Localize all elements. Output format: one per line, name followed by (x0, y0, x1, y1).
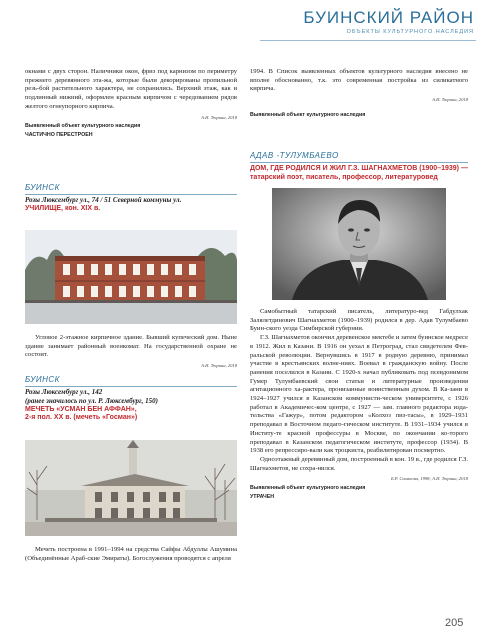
mosque-address-former: (ранее значилось по ул. Р. Люксембург, 150) (25, 396, 158, 405)
school-heading (25, 184, 237, 214)
house-place: АДАВ -ТУЛУМБАЕВО (250, 151, 339, 160)
house-paragraph-1: Самобытный татарский писатель, литературо-вед Габдулхак Залялетдинович Шагнахметов (1900–1939) родился в дер. Адав Тулумбаево Буин-ского уезда Симбирской губернии. (250, 308, 468, 333)
house-place-rule (250, 162, 468, 163)
left-intro-status-label: Выявленный объект культурного наследия (25, 123, 141, 130)
house-status-label: Выявленный объект культурного наследия (250, 485, 366, 492)
house-heading (250, 152, 468, 182)
mosque-place-rule (25, 386, 237, 387)
portrait-photo (272, 188, 446, 300)
header-rule (260, 40, 476, 41)
left-intro-status-value: ЧАСТИЧНО ПЕРЕСТРОЕН (25, 131, 93, 138)
mosque-address: Розы Люксембург ул., 142 (25, 388, 103, 397)
left-intro-author: А.И. Тюрина, 2018 (201, 114, 237, 120)
mosque-object-date: 2-я пол. XX в. (мечеть «Госман») (25, 414, 138, 422)
house-object-title: ДОМ, ГДЕ РОДИЛСЯ И ЖИЛ Г.З. ШАГНАХМЕТОВ (1900–1939) — татарский поэт, писатель, профессор, литературовед (250, 165, 468, 182)
right-intro-text: 1994. В Список выявленных объектов культурного наследия внесено не вполне обоснованно, т.к. это современная постройка из силикатного кирпича. (250, 68, 468, 93)
left-intro-text: окнами с двух сторон. Наличники окон, фриз под карнизом по периметру прежнего деревянного эта-жа, которые были декорированы пропильной резь-бой растительного характера, не сохранились. Верхний этаж, как и подлинный нижний, оформлен красным кирпичом с чередованием рядов желтого огнеупорного кирпича. (25, 68, 237, 110)
mosque-text-block (25, 546, 237, 563)
header-subtitle: ОБЪЕКТЫ КУЛЬТУРНОГО НАСЛЕДИЯ (346, 29, 474, 35)
mosque-place: БУИНСК (25, 375, 60, 384)
school-author: А.И. Тюрина, 2018 (201, 363, 237, 369)
house-author: Б.Р. Сахапова, 1998; А.И. Тюрина, 2018 (390, 476, 468, 482)
running-header (260, 8, 474, 35)
house-text-block (250, 308, 468, 501)
house-status-value: УТРАЧЕН (250, 493, 275, 500)
school-place: БУИНСК (25, 183, 60, 192)
left-intro-block (25, 68, 237, 140)
right-intro-status-label: Выявленный объект культурного наследия (250, 111, 366, 118)
page-number: 205 (445, 617, 464, 629)
right-intro-block (250, 68, 468, 120)
school-address: Розы Люксембург ул., 74 / 51 Северной коммуны ул. (25, 196, 182, 205)
house-paragraph-2: Г.З. Шагнахметов окончил деревенское мектебе и затем буинское медресе в 1912. Жил в Казани. В 1916 он уехал в Петроград, стал свидетелем Фев-ральской революции. Вернувшись в 1917 в родную деревню, принимал участие в крестьянских волне-ниях. Воевал в гражданскую войну. После ранения поселился в Казани. С 1920-х начал публиковать под псевдонимом Гумер Тулумбаевский свои статьи и литературные произведения агитационного ха-рактера, пронизанные воинственным духом. В Ка-зани в 1924–1927 учился в Казанском коммунисти-ческом университете, с 1926 работал в Академичес-ком центре, с 1927 — зам. главного редактора изда-тельства «Гажур», потом редактором «Колхоз пиз-тасы», в 1929–1931 преподавал в Восточном педаго-гическом институте. В 1931–1934 учился в Институ-те красной профессуры в Москве, по окончании ко-торого преподавал в Казанском педагогическом институте, профессор (1934). В 1938 его репрессиро-вали как троцкиста, реабилитирован посмертно. (250, 334, 468, 455)
house-paragraph-3: Одноэтажный деревянный дом, построенный в кон. 19 в., где родился Г.З. Шагнахметов, не сохра-нился. (250, 455, 468, 472)
right-intro-author: А.И. Тюрина, 2018 (432, 97, 468, 103)
school-description: Угловое 2-этажное кирпичное здание. Бывший купеческий дом. Ныне здание занимает районный военкомат. На государственной охране не состоит. (25, 334, 237, 359)
school-place-rule (25, 194, 237, 195)
school-object-title: УЧИЛИЩЕ, кон. XIX в. (25, 204, 101, 212)
mosque-object-title: МЕЧЕТЬ «УСМАН БЕН АФФАН», (25, 405, 137, 413)
mosque-photo (25, 440, 237, 536)
mosque-heading (25, 376, 237, 423)
school-photo (25, 230, 237, 324)
header-title: БУИНСКИЙ РАЙОН (303, 8, 474, 27)
mosque-description: Мечеть построена в 1991–1994 на средства Сайфы Абдуллы Ашумина (Объединённые Араб-ские Эмираты). Богослужения проводятся с апреля (25, 546, 237, 562)
school-text-block (25, 334, 237, 371)
